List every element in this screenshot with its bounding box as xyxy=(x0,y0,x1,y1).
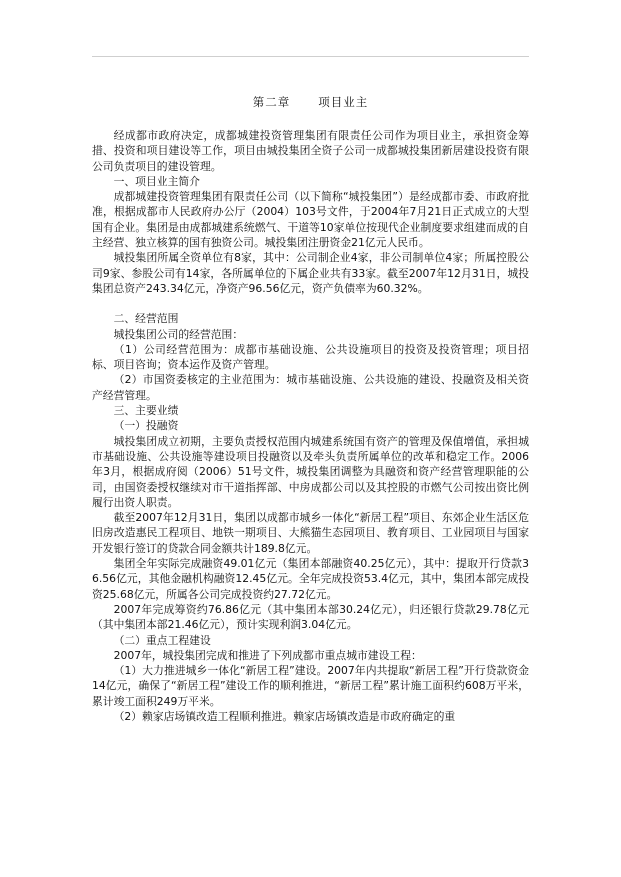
paragraph: （1）大力推进城乡一体化“新居工程”建设。2007年内共提取“新居工程”开行贷款资金14亿元，确保了“新居工程”建设工作的顺利推进，“新居工程”累计施工面积约608万平米，累计竣工面积249万平米。 xyxy=(92,664,529,708)
section-heading-3: 三、主要业绩 xyxy=(113,404,179,418)
paragraph: 城投集团成立初期，主要负责授权范围内城建系统国有资产的管理及保值增值，承担城市基础设施、公共设施等建设项目投融资以及牵头负责所属单位的改革和稳定工作。2006年3月，根据成府阅（2006）51号文件，城投集团调整为具融资和资产经营管理职能的公司，由国资委授权继续对市干道指挥部、中房成都公司以及其控股的市燃气公司按出资比例履行出资人职责。 xyxy=(92,434,529,509)
paragraph: 成都城建投资管理集团有限责任公司（以下简称“城投集团”）是经成都市委、市政府批准，根据成都市人民政府办公厅（2004）103号文件，于2004年7月21日正式成立的大型国有企业。集团是由成都城建系统燃气、干道等10家单位按现代企业制度要求组建而成的自主经营、独立核算的国有独资公司。城投集团注册资金21亿元人民币。 xyxy=(92,190,529,250)
chapter-number: 第二章 xyxy=(252,95,291,109)
paragraph: 城投集团公司的经营范围： xyxy=(113,327,244,341)
chapter-title: 项目业主 xyxy=(318,95,369,109)
document-body xyxy=(92,128,529,724)
subsection-heading: （一）投融资 xyxy=(113,419,179,433)
paragraph: 城投集团所属全资单位有8家，其中：公司制企业4家，非公司制单位4家；所属控股公司9家、参股公司有14家，各所属单位的下属企业共有33家。截至2007年12月31日，城投集团总资产243.34亿元，净资产96.56亿元，资产负债率为60.32%。 xyxy=(92,251,529,295)
section-heading-1: 一、项目业主简介 xyxy=(113,174,200,188)
paragraph: （2）赖家店场镇改造工程顺利推进。赖家店场镇改造是市政府确定的重 xyxy=(113,709,456,723)
paragraph: 2007年完成筹资约76.86亿元（其中集团本部30.24亿元），归还银行贷款29.78亿元（其中集团本部21.46亿元），预计实现利润3.04亿元。 xyxy=(92,602,529,632)
paragraph: 截至2007年12月31日，集团以成都市城乡一体化“新居工程”项目、东郊企业生活区危旧房改造惠民工程项目、地铁一期项目、大熊猫生态园项目、教育项目、工业园项目与国家开发银行签订的贷款合同金额共计189.8亿元。 xyxy=(92,511,529,555)
subsection-heading: （二）重点工程建设 xyxy=(113,633,211,647)
header-rule xyxy=(92,56,529,57)
paragraph: （2）市国资委核定的主业范围为：城市基础设施、公共设施的建设、投融资及相关资产经营管理。 xyxy=(92,373,529,402)
page-title xyxy=(0,94,621,110)
intro-paragraph: 经成都市政府决定，成都城建投资管理集团有限责任公司作为项目业主，承担资金筹措、投资和项目建设等工作，项目由城投集团全资子公司一成都城投集团新居建设投资有限公司负责项目的建设管理。 xyxy=(92,129,529,173)
spacer xyxy=(92,296,529,311)
paragraph: 2007年，城投集团完成和推进了下列成都市重点城市建设工程： xyxy=(113,648,422,662)
paragraph: 集团全年实际完成融资49.01亿元（集团本部融资40.25亿元），其中：提取开行贷款36.56亿元，其他金融机构融资12.45亿元。全年完成投资53.4亿元，其中，集团本部完成投资25.68亿元，所属各公司完成投资约27.72亿元。 xyxy=(92,557,529,601)
section-heading-2: 二、经营范围 xyxy=(113,312,179,326)
paragraph: （1）公司经营范围为：成都市基础设施、公共设施项目的投资及投资管理；项目招标、项目咨询；资本运作及资产管理。 xyxy=(92,342,529,372)
